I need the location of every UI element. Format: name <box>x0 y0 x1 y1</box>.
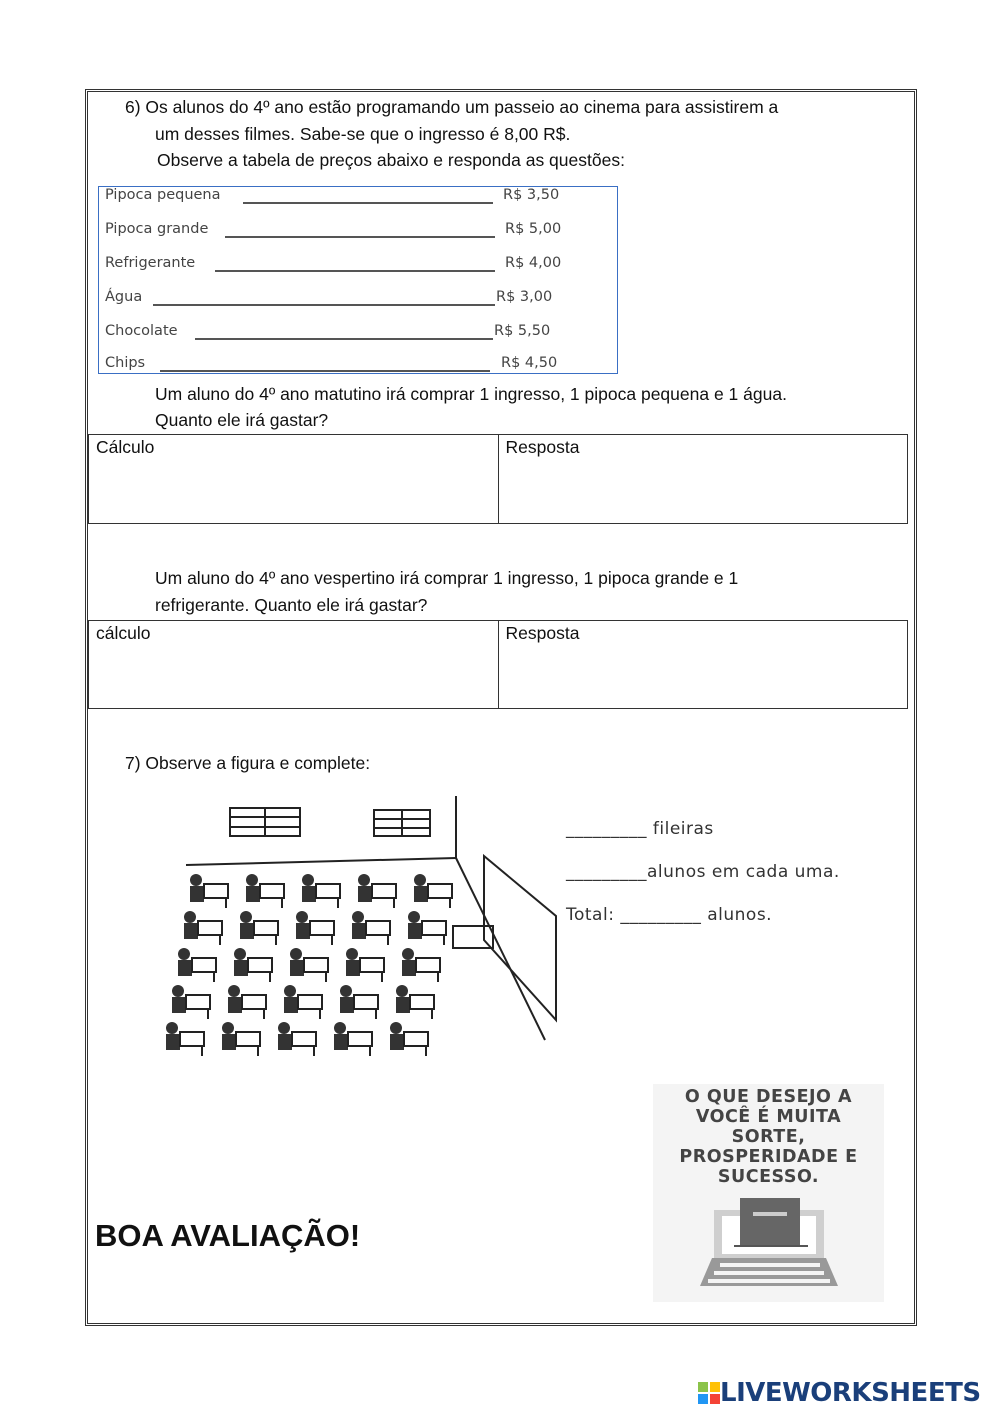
desk-with-student <box>184 911 222 945</box>
desk-with-student <box>334 1022 372 1056</box>
closing-message: BOA AVALIAÇÃO! <box>95 1218 361 1253</box>
desk-with-student <box>172 985 210 1019</box>
fill-students-per-row[interactable]: _________alunos em cada uma. <box>566 862 840 882</box>
question-a-line1: Um aluno do 4º ano matutino irá comprar 1 ingresso, 1 pipoca pequena e 1 água. <box>155 384 787 404</box>
desk-with-student <box>234 948 272 982</box>
laptop-book-icon <box>698 1196 843 1291</box>
answer-cell[interactable]: Resposta <box>505 623 580 643</box>
wish-card <box>653 1084 884 1302</box>
desk-with-student <box>178 948 216 982</box>
price-value: R$ 5,00 <box>505 221 562 237</box>
desk-with-student <box>228 985 266 1019</box>
desk-with-student <box>166 1022 204 1056</box>
price-row <box>105 355 617 377</box>
liveworksheets-logo <box>698 1378 981 1408</box>
brand-text: LIVEWORKSHEETS <box>720 1378 981 1408</box>
desk-with-student <box>346 948 384 982</box>
desk-with-student <box>290 948 328 982</box>
desk-with-student <box>396 985 434 1019</box>
desk-with-student <box>278 1022 316 1056</box>
q6-line1: 6) Os alunos do 4º ano estão programando um passeio ao cinema para assistirem a <box>125 97 779 117</box>
desk-with-student <box>284 985 322 1019</box>
student-desks <box>166 874 452 1056</box>
desk-with-student <box>246 874 284 908</box>
question-a-line2: Quanto ele irá gastar? <box>155 410 329 430</box>
question-b-line2: refrigerante. Quanto ele irá gastar? <box>155 595 428 615</box>
price-item: Água <box>105 289 143 305</box>
price-value: R$ 4,00 <box>505 255 562 271</box>
price-row <box>105 323 617 345</box>
desk-with-student <box>414 874 452 908</box>
price-row <box>105 289 617 311</box>
desk-with-student <box>352 911 390 945</box>
answer-table-a <box>88 434 908 524</box>
desk-with-student <box>240 911 278 945</box>
price-table <box>98 186 618 374</box>
price-row <box>105 187 617 209</box>
desk-with-student <box>340 985 378 1019</box>
desk-with-student <box>222 1022 260 1056</box>
desk-with-student <box>302 874 340 908</box>
q6-line2: um desses filmes. Sabe-se que o ingresso é 8,00 R$. <box>155 124 571 144</box>
price-item: Pipoca grande <box>105 221 209 237</box>
price-row <box>105 221 617 243</box>
price-item: Chips <box>105 355 146 371</box>
price-value: R$ 3,50 <box>503 187 560 203</box>
price-item: Refrigerante <box>105 255 196 271</box>
calc-cell[interactable]: cálculo <box>89 621 499 708</box>
classroom-illustration <box>150 790 570 1070</box>
price-value: R$ 5,50 <box>494 323 551 339</box>
desk-with-student <box>358 874 396 908</box>
desk-with-student <box>402 948 440 982</box>
price-value: R$ 4,50 <box>501 355 558 371</box>
desk-with-student <box>390 1022 428 1056</box>
q6-line3: Observe a tabela de preços abaixo e responda as questões: <box>157 150 625 170</box>
q7-title: 7) Observe a figura e complete: <box>125 753 371 773</box>
desk-with-student <box>190 874 228 908</box>
question-b-line1: Um aluno do 4º ano vespertino irá comprar 1 ingresso, 1 pipoca grande e 1 <box>155 568 739 588</box>
desk-with-student <box>408 911 446 945</box>
price-row <box>105 255 617 277</box>
price-value: R$ 3,00 <box>496 289 553 305</box>
fill-total[interactable]: Total: _________ alunos. <box>566 905 773 925</box>
fill-rows[interactable]: _________ fileiras <box>566 819 714 839</box>
price-item: Pipoca pequena <box>105 187 221 203</box>
card-message: O QUE DESEJO A VOCÊ É MUITA SORTE, PROSPERIDADE E SUCESSO. <box>679 1087 858 1187</box>
answer-cell[interactable]: Resposta <box>505 437 580 457</box>
answer-table-b <box>88 620 908 709</box>
desk-with-student <box>296 911 334 945</box>
live-logo-icon <box>698 1382 720 1404</box>
calc-cell[interactable]: Cálculo <box>89 435 499 523</box>
price-item: Chocolate <box>105 323 178 339</box>
